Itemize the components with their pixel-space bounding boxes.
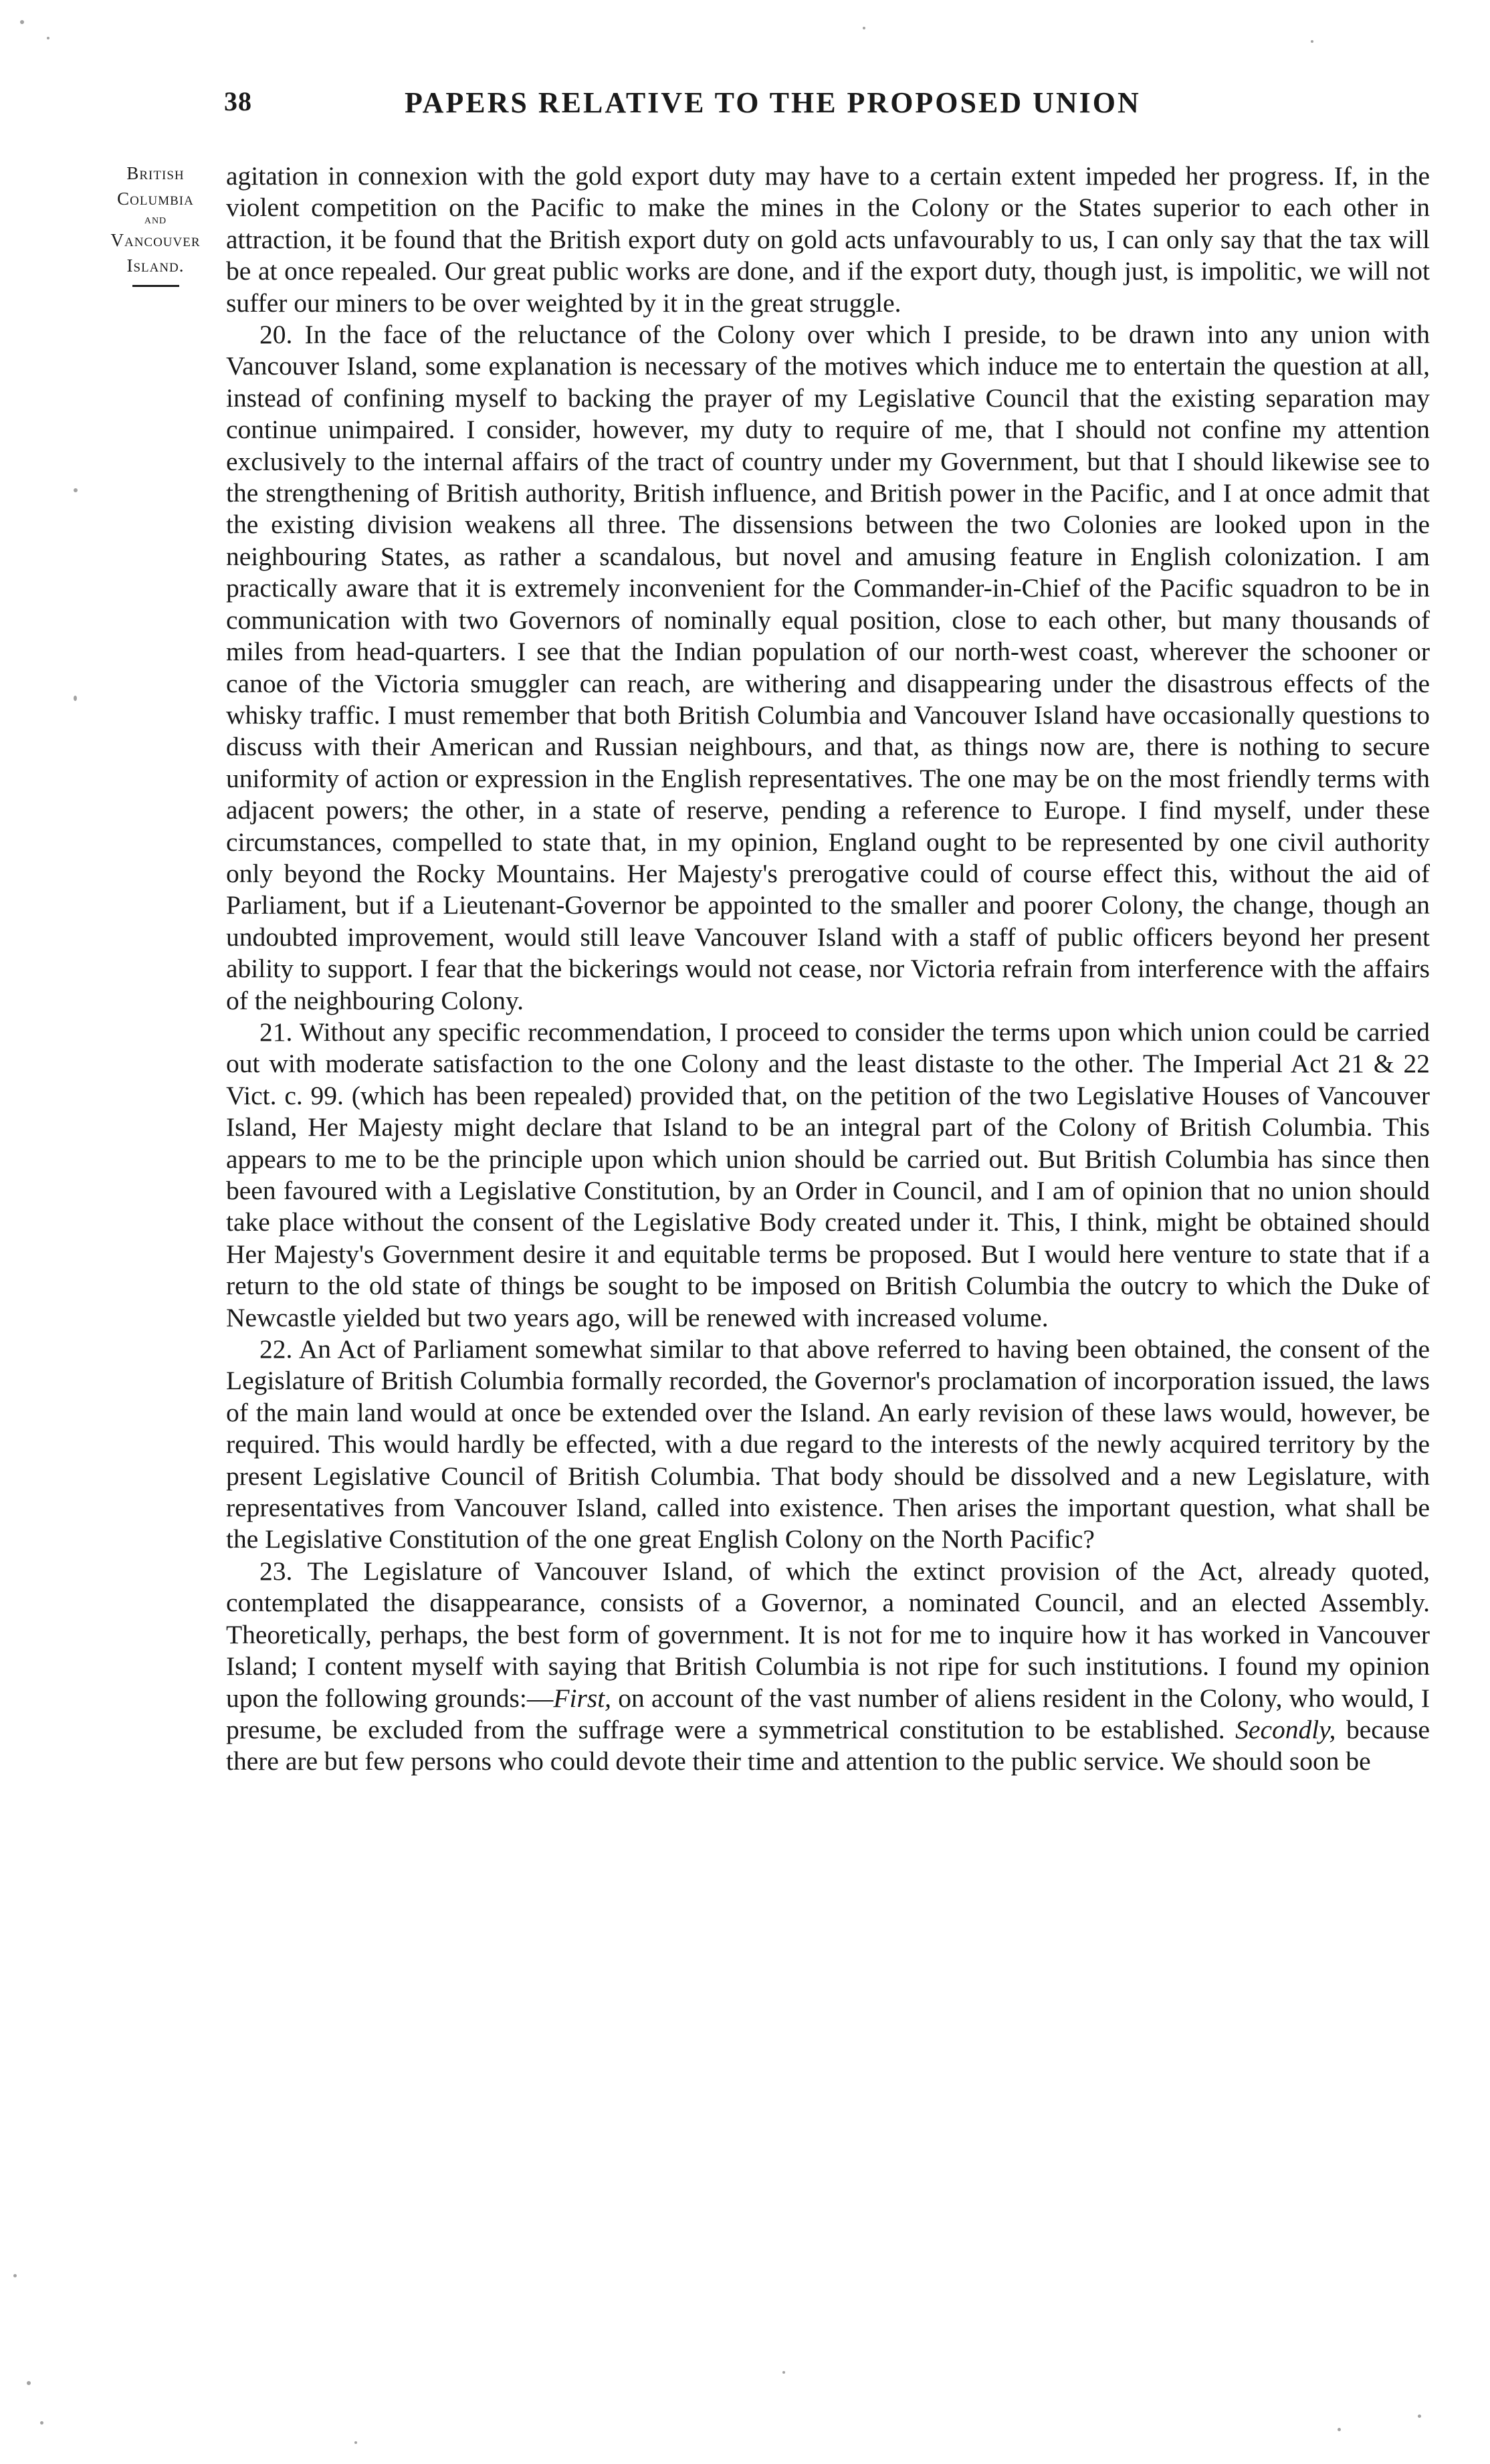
paragraph-23-second: Secondly, [1235,1714,1336,1744]
running-title: PAPERS RELATIVE TO THE PROPOSED UNION [405,86,1141,119]
scan-speck [354,2441,357,2444]
scan-speck [1418,2415,1421,2418]
margin-note-line: Island. [126,255,185,276]
scan-speck [863,27,865,29]
paragraph-21: 21. Without any specific recommendation, I proceed to consider the terms upon which union could be carried out with moderate satisfaction to the one Colony and the least distaste to the other. The Imperial Act 21 & 22 Vict. c. 99. (which has been repealed) provided that, on the petition of the two Legislative Houses of Vancouver Island, Her Majesty might declare that Island to be an integral part of the Colony of British Columbia. This appears to me to be the principle upon which union should be carried out. But British Columbia has since then been favoured with a Legislative Constitution, by an Order in Council, and I am of opinion that no union should take place without the consent of the Legislative Body created under it. This, I think, might be obtained should Her Majesty's Government desire it and equitable terms be proposed. But I would here venture to state that if a return to the old state of things be sought to be imposed on British Columbia the outcry to which the Duke of Newcastle yielded but two years ago, will be renewed with increased volume. [226,1017,1430,1332]
paragraph-23-part-c: because there are but few persons who could devote their time and attention to the public service. We should soon be [226,1714,1430,1776]
paragraph-23-part-b: on account of the vast number of aliens resident in the Colony, who would, I presume, be excluded from the suffrage were a symmetrical constitution to be established. [226,1683,1430,1744]
margin-note-line: Columbia [117,189,194,209]
scan-speck [1338,2428,1341,2431]
scan-speck [74,696,77,701]
paragraph-22: 22. An Act of Parliament somewhat similar to that above referred to having been obtained, the consent of the Legislature of British Columbia formally recorded, the Governor's proclamation of incorporation issued, the laws of the main land would at once be extended over the Island. An early revision of these laws would, however, be required. This would hardly be effected, with a due regard to the interests of the newly acquired territory by the present Legislative Council of British Columbia. That body should be dissolved and a new Legislature, with representatives from Vancouver Island, called into existence. Then arises the important question, what shall be the Legislative Constitution of the one great English Colony on the North Pacific? [226,1334,1430,1554]
page-header [224,86,1327,132]
scan-speck [47,37,49,39]
paragraph-23-first: First, [553,1683,612,1713]
scan-speck [20,20,24,24]
scan-speck [13,2274,17,2277]
paragraph-20: 20. In the face of the reluctance of the Colony over which I preside, to be drawn into any union with Vancouver Island, some explanation is necessary of the motives which induce me to entertain the question at all, instead of confining myself to backing the prayer of my Legislative Council that the existing separation may continue unimpaired. I consider, however, my duty to require of me, that I should not confine my attention exclusively to the internal affairs of the tract of country under my Government, but that I should likewise see to the strengthening of British authority, British influence, and British power in the Pacific, and I at once admit that the existing division weakens all three. The dissensions between the two Colonies are looked upon in the neighbouring States, as rather a scandalous, but novel and amusing feature in English colonization. I am practically aware that it is extremely inconvenient for the Commander-in-Chief of the Pacific squadron to be in communication with two Governors of nominally equal position, close to each other, but many thousands of miles from head-quarters. I see that the Indian population of our north-west coast, wherever the schooner or canoe of the Victoria smuggler can reach, are withering and disappearing under the disastrous effects of the whisky traffic. I must remember that both British Columbia and Vancouver Island have occasionally questions to discuss with their American and Russian neighbours, and that, as things now are, there is nothing to secure uniformity of action or expression in the English representatives. The one may be on the most friendly terms with adjacent powers; the other, in a state of reserve, pending a reference to Europe. I find myself, under these circumstances, compelled to state that, in my opinion, England ought to be represented by one civil authority only beyond the Rocky Mountains. Her Majesty's prerogative could of course effect this, without the aid of Parliament, but if a Lieutenant-Governor be appointed to the smaller and poorer Colony, the change, though an undoubted improvement, would still leave Vancouver Island with a staff of public officers beyond her present ability to support. I fear that the bickerings would not cease, nor Victoria refrain from interference with the affairs of the neighbouring Colony. [226,320,1430,1015]
margin-note-line: and [144,212,167,227]
paragraph-intro: agitation in connexion with the gold export duty may have to a certain extent impeded her progress. If, in the violent competition on the Pacific to make the mines in the Colony or the States superior to each other in attraction, it be found that the British export duty on gold acts unfavourably to us, I can only say that the tax will be at once repealed. Our great public works are done, and if the export duty, though just, is impolitic, we will not suffer our miners to be over weighted by it in the great struggle. [226,161,1430,318]
scan-speck [74,488,78,492]
body-text [226,161,1430,1778]
margin-note-line: Vancouver [110,230,201,250]
margin-note [87,161,224,287]
paragraph-23-part-a: 23. The Legislature of Vancouver Island, of which the extinct provision of the Act, already quoted, contemplated the disappearance, consists of a Governor, a nominated Council, and an elected Assembly. Theoretically, perhaps, the best form of government. It is not for me to inquire how it has worked in Vancouver Island; I content myself with saying that British Columbia is not ripe for such institutions. I found my opinion upon the following grounds:— [226,1556,1430,1713]
scan-speck [1311,40,1313,43]
scan-speck [40,2421,43,2425]
scan-speck [27,2381,31,2385]
margin-note-line: British [126,163,185,183]
scan-speck [782,2371,785,2374]
page-number: 38 [224,86,252,116]
paragraph-23 [226,1556,1430,1778]
margin-note-rule [132,285,179,287]
